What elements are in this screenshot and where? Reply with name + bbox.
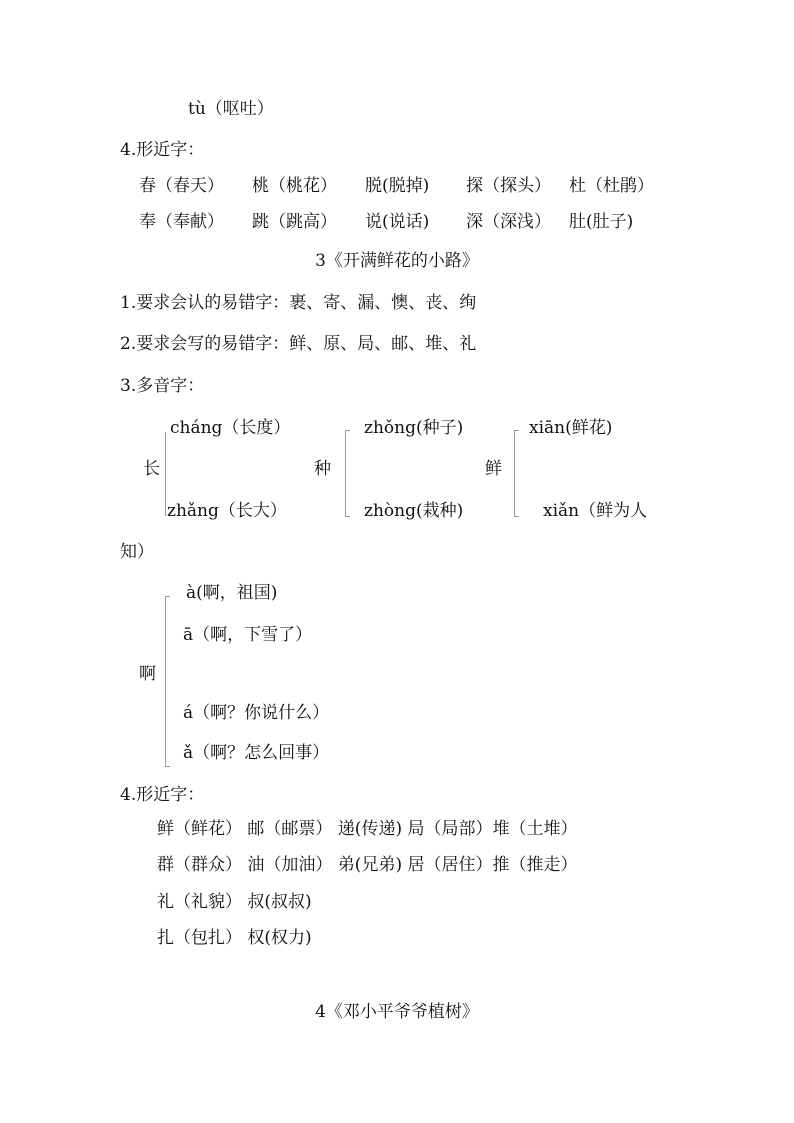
similar-chars-heading: 4.形近字： [120,785,205,805]
similar-char-item: 跳（跳高） [252,212,337,232]
pinyin-reading: zhǒng(种子) [364,418,464,438]
bracket-cap [345,516,350,517]
similar-char-item: 春（春天） [139,176,224,196]
pinyin-tu-line: tù（呕吐） [188,99,274,119]
polyphone-heading: 3.多音字： [120,376,205,396]
pinyin-reading: à(啊，祖国) [186,583,278,603]
polyphone-char-xian: 鲜 [485,459,502,479]
bracket-a [165,596,166,766]
pinyin-reading: cháng（长度） [170,418,291,438]
similar-char-item: 桃（桃花） [252,176,337,196]
bracket-xian [514,430,515,516]
bracket-zhong [345,430,346,516]
bracket-cap [345,430,350,431]
bracket-chang [165,432,166,516]
write-chars-line: 2.要求会写的易错字：鲜、原、局、邮、堆、礼 [120,334,477,354]
pinyin-reading-wrap: 知） [120,542,154,562]
pinyin-reading: zhòng(栽种) [364,501,464,521]
pinyin-reading: á（啊？你说什么） [183,703,330,723]
similar-char-item: 奉（奉献） [139,212,224,232]
bracket-cap [514,430,519,431]
similar-char-item: 深（深浅） [466,212,551,232]
similar-char-item: 肚(肚子) [569,212,634,232]
pinyin-reading: ā（啊，下雪了） [183,625,313,645]
pinyin-reading: xiān(鲜花) [529,418,613,438]
similar-char-item: 说(说话) [365,212,430,232]
pinyin-reading: ǎ（啊？怎么回事） [183,743,330,763]
pinyin-reading: zhǎng（长大） [167,501,287,521]
lesson-title: 3《开满鲜花的小路》 [315,251,479,271]
similar-chars-heading: 4.形近字： [120,140,205,160]
polyphone-char-zhong: 种 [314,459,331,479]
lesson-title: 4《邓小平爷爷植树》 [315,1002,479,1022]
similar-char-item: 杜（杜鹃） [569,176,654,196]
similar-chars-row: 扎（包扎） 权(权力) [157,928,312,948]
polyphone-char-a: 啊 [139,664,156,684]
similar-chars-row: 群（群众） 油（加油） 弟(兄弟) 居（居住）推（推走） [157,855,578,875]
bracket-cap [514,516,519,517]
pinyin-reading: xiǎn（鲜为人 [543,501,648,521]
similar-char-item: 脱(脱掉) [365,176,430,196]
similar-char-item: 探（探头） [466,176,551,196]
similar-chars-row: 礼（礼貌） 叔(叔叔) [157,892,312,912]
similar-chars-row: 鲜（鲜花） 邮（邮票） 递(传递) 局（局部）堆（土堆） [157,819,578,839]
bracket-cap [165,596,170,597]
polyphone-char-chang: 长 [143,459,160,479]
bracket-cap [165,766,170,767]
recognize-chars-line: 1.要求会认的易错字：裹、寄、漏、懊、丧、绚 [120,293,477,313]
